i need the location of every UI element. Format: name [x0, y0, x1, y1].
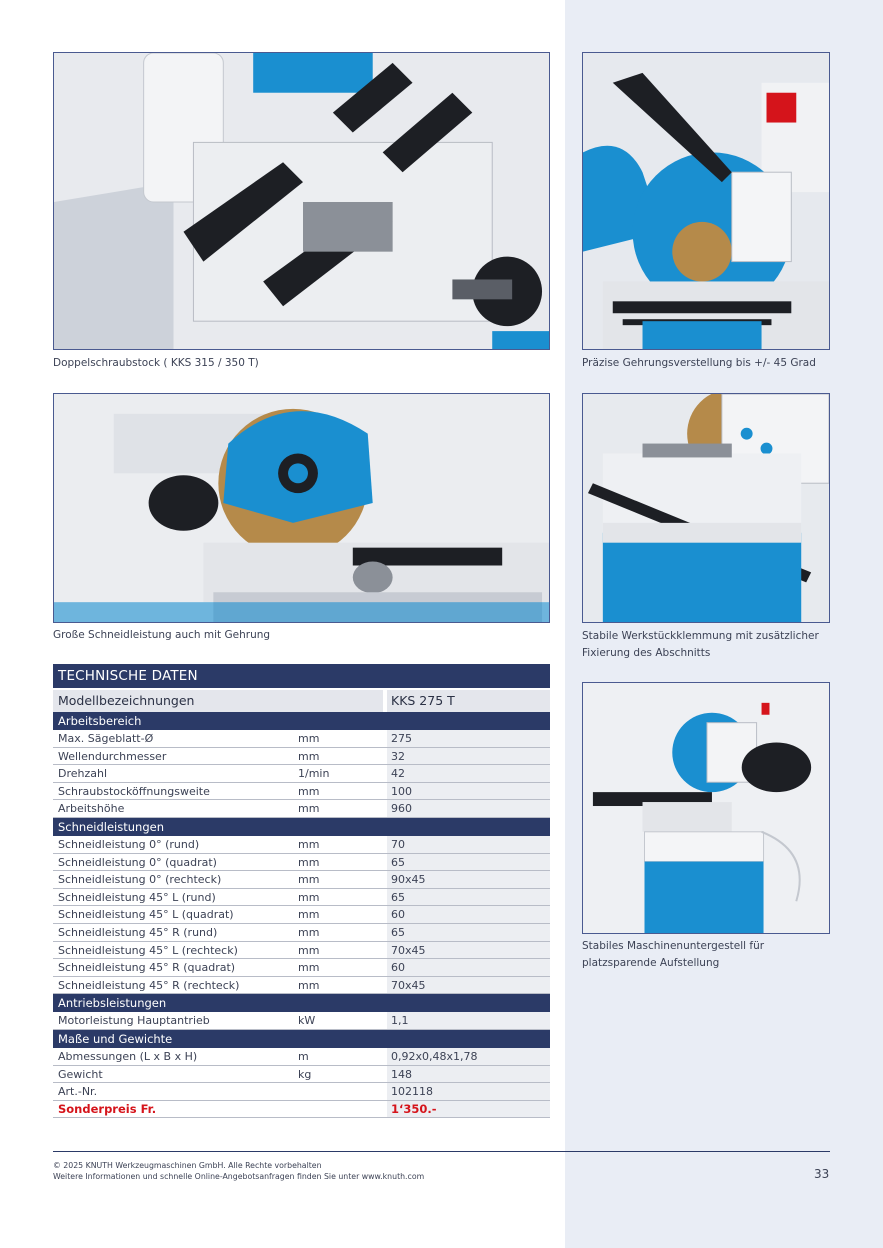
- cell-unit: mm: [298, 925, 320, 939]
- cell-name: Schneidleistung 45° L (rechteck): [58, 943, 238, 957]
- cell-name: Schneidleistung 0° (rechteck): [58, 873, 222, 887]
- cell-value: 102118: [387, 1083, 550, 1100]
- footer-copyright: © 2025 KNUTH Werkzeugmaschinen GmbH. Alle Rechte vorbehalten: [53, 1161, 322, 1170]
- cell-value: 60: [387, 906, 550, 923]
- table-row: [53, 1012, 550, 1030]
- table-row: [53, 854, 550, 872]
- cell-unit: kW: [298, 1014, 316, 1028]
- table-row: [53, 783, 550, 801]
- cell-value: 70x45: [387, 942, 550, 959]
- photo-machine-stand: [582, 682, 830, 934]
- cell-name: Schneidleistung 45° R (rund): [58, 925, 218, 939]
- photo-cutting-capacity: [53, 393, 550, 623]
- section-header: Antriebsleistungen: [53, 994, 550, 1012]
- cell-value: 65: [387, 924, 550, 941]
- table-row: [53, 748, 550, 766]
- caption-photo4: [582, 628, 819, 662]
- cell-unit: mm: [298, 732, 320, 745]
- cell-name: Motorleistung Hauptantrieb: [58, 1014, 210, 1028]
- photo-miter-adjustment: [582, 52, 830, 350]
- cell-name: Schneidleistung 45° L (rund): [58, 890, 216, 904]
- cell-unit: [294, 1083, 387, 1100]
- caption-photo5-line2: platzsparende Aufstellung: [582, 957, 720, 969]
- cell-value: 90x45: [387, 871, 550, 888]
- table-sections: [53, 712, 550, 1101]
- cell-name: Max. Sägeblatt-Ø: [58, 732, 154, 745]
- section-header: Arbeitsbereich: [53, 712, 550, 730]
- cell-value: 148: [387, 1066, 550, 1083]
- page-number: 33: [814, 1167, 830, 1181]
- caption-photo1: Doppelschraubstock ( KKS 315 / 350 T): [53, 357, 259, 369]
- cell-value: 0,92x0,48x1,78: [387, 1048, 550, 1065]
- cell-unit: mm: [298, 978, 320, 992]
- caption-photo4-line2: Fixierung des Abschnitts: [582, 647, 711, 659]
- cell-value: 60: [387, 959, 550, 976]
- cell-name: Abmessungen (L x B x H): [58, 1049, 198, 1063]
- cell-value: 1,1: [387, 1012, 550, 1029]
- cell-value: 32: [387, 748, 550, 765]
- cell-value: 70x45: [387, 977, 550, 994]
- photo-double-vise: [53, 52, 550, 350]
- cell-value: 65: [387, 854, 550, 871]
- cell-value: 960: [387, 800, 550, 817]
- cell-name: Gewicht: [58, 1067, 103, 1081]
- cell-name: Arbeitshöhe: [58, 802, 125, 816]
- model-row: [53, 690, 550, 712]
- cell-value: 42: [387, 765, 550, 782]
- table-row: [53, 942, 550, 960]
- cell-name: Schneidleistung 45° L (quadrat): [58, 908, 234, 922]
- table-header: TECHNISCHE DATEN: [53, 664, 550, 688]
- table-row: [53, 959, 550, 977]
- technical-data-table: [53, 664, 550, 1118]
- cell-unit: mm: [298, 890, 320, 904]
- cell-value: 100: [387, 783, 550, 800]
- cell-unit: mm: [298, 784, 320, 798]
- cell-unit: mm: [298, 908, 320, 922]
- table-row: [53, 906, 550, 924]
- cell-unit: mm: [298, 802, 320, 816]
- cell-unit: mm: [298, 749, 320, 763]
- table-row: [53, 1048, 550, 1066]
- table-row: [53, 889, 550, 907]
- caption-photo3: Große Schneidleistung auch mit Gehrung: [53, 629, 271, 641]
- cell-unit: m: [298, 1049, 309, 1063]
- table-row: [53, 1083, 550, 1101]
- table-row: [53, 765, 550, 783]
- cell-value: 275: [387, 730, 550, 747]
- cell-unit: mm: [298, 961, 320, 975]
- model-value: KKS 275 T: [387, 690, 550, 712]
- cell-value: 70: [387, 836, 550, 853]
- caption-photo5-line1: Stabiles Maschinenuntergestell für: [582, 940, 765, 952]
- footer-divider: [53, 1151, 830, 1152]
- cell-unit: kg: [298, 1067, 312, 1081]
- photo-workpiece-clamping: [582, 393, 830, 623]
- cell-unit: mm: [298, 943, 320, 957]
- caption-photo2: Präzise Gehrungsverstellung bis +/- 45 Grad: [582, 357, 816, 369]
- cell-name: Drehzahl: [58, 767, 108, 781]
- price-row: [53, 1101, 550, 1119]
- cell-unit: 1/min: [298, 767, 330, 781]
- cell-name: Schraubstocköffnungsweite: [58, 784, 210, 798]
- caption-photo4-line1: Stabile Werkstückklemmung mit zusätzlicher: [582, 630, 819, 642]
- table-row: [53, 836, 550, 854]
- cell-name: Wellendurchmesser: [58, 749, 167, 763]
- caption-photo5: [582, 938, 764, 972]
- price-label: Sonderpreis Fr.: [58, 1101, 157, 1116]
- table-row: [53, 730, 550, 748]
- cell-name: Schneidleistung 0° (rund): [58, 837, 200, 851]
- cell-name: Schneidleistung 0° (quadrat): [58, 855, 217, 869]
- table-row: [53, 800, 550, 818]
- model-label: Modellbezeichnungen: [53, 690, 383, 712]
- cell-unit: mm: [298, 873, 320, 887]
- footer-text: [53, 1160, 424, 1182]
- table-row: [53, 924, 550, 942]
- cell-name: Art.-Nr.: [58, 1085, 98, 1099]
- cell-unit: mm: [298, 837, 320, 851]
- table-row: [53, 1066, 550, 1084]
- cell-value: 65: [387, 889, 550, 906]
- section-header: Schneidleistungen: [53, 818, 550, 836]
- table-row: [53, 977, 550, 995]
- table-row: [53, 871, 550, 889]
- cell-name: Schneidleistung 45° R (rechteck): [58, 978, 240, 992]
- section-header: Maße und Gewichte: [53, 1030, 550, 1048]
- price-value: 1‘350.-: [387, 1101, 550, 1118]
- footer-info: Weitere Informationen und schnelle Online-Angebotsanfragen finden Sie unter www.knuth.com: [53, 1172, 425, 1181]
- cell-unit: mm: [298, 855, 320, 869]
- cell-name: Schneidleistung 45° R (quadrat): [58, 961, 236, 975]
